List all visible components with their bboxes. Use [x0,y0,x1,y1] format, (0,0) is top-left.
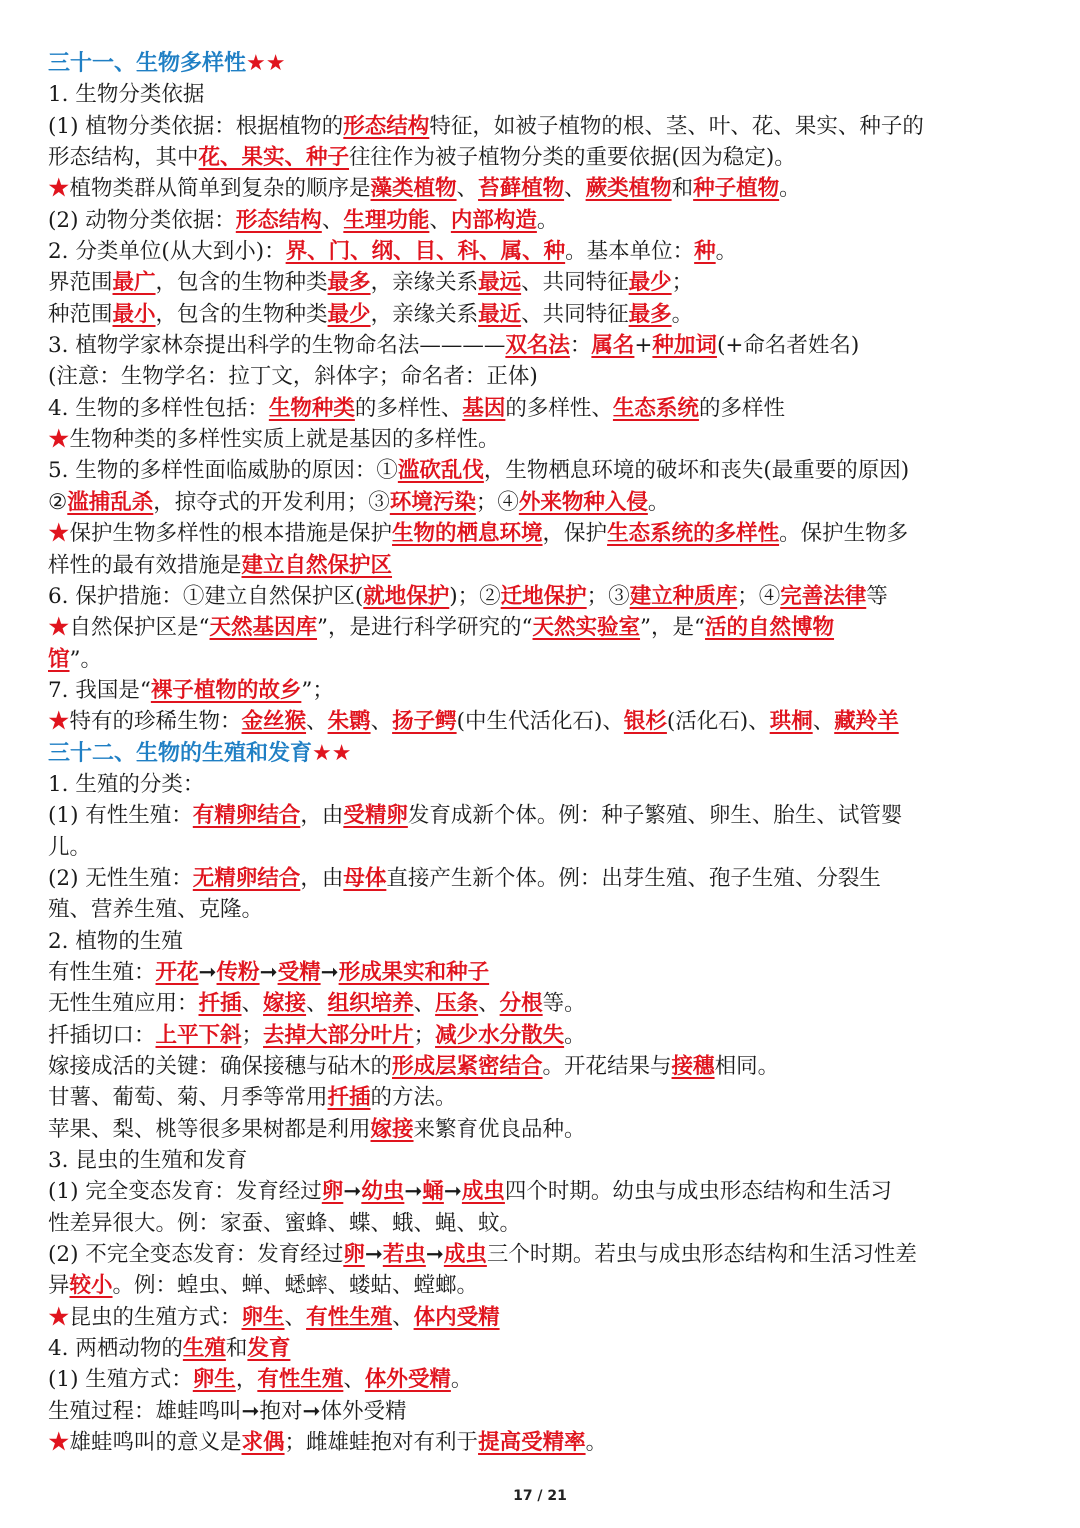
key-term: 受精卵 [343,803,408,829]
key-term: 滥捕乱杀 [67,489,154,515]
text-segment: ”，是“ [640,615,706,641]
text-segment: 、 [306,709,328,735]
text-line [48,1364,1038,1395]
text-line [48,800,1038,831]
text-segment: 形态结构，其中 [48,145,199,171]
text-segment: 。 [647,489,670,515]
key-term: 滥砍乱伐 [397,458,484,484]
key-term: 环境污染 [389,489,476,515]
text-segment: 直接产生新个体。例：出芽生殖、孢子生殖、分裂生 [386,865,881,891]
star-mark: ★ [48,709,70,735]
text-line [48,487,1038,518]
text-segment: ，包含的生物种类 [155,301,328,327]
text-segment: 性差异很大。例：家蚕、蜜蜂、蝶、蛾、蝇、蚊。 [48,1210,522,1236]
key-term: 组织培养 [327,991,414,1017]
text-segment: ② [48,489,68,515]
text-segment: 雄蛙鸣叫的意义是 [69,1430,242,1456]
text-segment: ： [569,333,592,359]
text-segment: (中生代活化石)、 [456,709,624,735]
text-line [48,111,1038,142]
text-segment: 4. 生物的多样性包括： [48,395,269,421]
text-line [48,455,1038,486]
text-segment: 6. 保护措施：①建立自然保护区( [48,583,364,609]
key-term: 接穗 [671,1054,715,1079]
page-number: 17 / 21 [513,1488,567,1504]
key-term: 较小 [69,1273,113,1299]
text-segment: 5. 生物的多样性面临威胁的原因：① [48,458,398,484]
text-segment: 、 [478,991,500,1017]
text-segment: 、 [392,1304,414,1330]
text-line [48,173,1038,204]
text-segment: ； [413,1022,436,1048]
text-line [48,769,1038,800]
key-term: 发育 [247,1336,291,1362]
key-term: 蛹 [422,1179,444,1205]
text-line [48,79,1038,110]
text-segment: 的方法。 [370,1085,457,1111]
key-term: 嫁接 [370,1116,414,1142]
key-term: 减少水分散失 [435,1022,565,1048]
text-segment: 。 [536,207,559,233]
text-segment: 、 [413,991,436,1017]
text-line [48,612,1038,643]
key-term: 幼虫 [361,1179,405,1205]
text-segment: ；④ [475,489,519,515]
text-segment: (活化石)、 [666,709,770,735]
key-term: 分根 [499,991,543,1017]
text-segment: 三十一、生物多样性 [48,51,247,76]
text-segment: ，掠夺式的开发利用；③ [153,489,390,515]
text-segment: 。保护生物多 [779,521,909,547]
text-line [48,988,1038,1019]
text-segment: 。 [450,1367,473,1393]
key-term: 生物的栖息环境 [392,521,543,547]
key-term: 最广 [112,270,156,296]
text-segment: ”，是进行科学研究的“ [317,615,533,641]
key-term: 最少 [628,270,672,296]
key-term: 基因 [462,395,506,421]
text-line [48,1114,1038,1145]
text-segment: 生物种类的多样性实质上就是基因的多样性。 [69,427,500,453]
star-mark: ★ [48,615,70,641]
text-line [48,393,1038,424]
text-segment: 儿。 [48,834,92,860]
text-line [48,299,1038,330]
key-term: 生物种类 [268,395,355,421]
text-segment: 、 [456,176,479,202]
text-segment: 、 [370,709,393,735]
text-segment: ➞ [364,1242,383,1268]
text-line [48,361,1038,392]
key-term: 朱鹮 [327,709,371,735]
key-term: 去掉大部分叶片 [263,1022,414,1048]
text-segment: ； [671,270,694,296]
key-term: 蕨类植物 [585,176,672,202]
text-segment: ，保护 [542,521,608,547]
text-line [48,1270,1038,1301]
key-term: 建立种质库 [629,583,738,609]
text-segment: 殖、营养生殖、克隆。 [48,897,264,923]
key-term: 最近 [478,301,522,327]
key-term: 提高受精率 [478,1430,586,1456]
key-term: 最远 [478,270,522,296]
star-mark: ★ [48,1430,70,1456]
text-segment: 有性生殖： [48,959,156,985]
text-segment: 自然保护区是“ [69,615,210,641]
text-segment: ，包含的生物种类 [155,270,328,296]
text-line [48,330,1038,361]
text-line [48,1082,1038,1113]
key-term: 形成层紧密结合 [392,1054,543,1079]
text-segment: 等 [866,583,888,609]
text-segment: 。基本单位： [565,239,695,265]
key-term: 卵生 [241,1304,285,1330]
text-segment: 3. 昆虫的生殖和发育 [48,1148,248,1174]
text-segment: 三个时期。若虫与成虫形态结构和生活习性差 [486,1242,917,1268]
key-term: 天然实验室 [532,615,641,641]
text-line [48,1396,1038,1427]
key-term: 无精卵结合 [192,865,301,891]
key-term: 体内受精 [413,1304,500,1330]
key-term: 苔藓植物 [478,176,565,202]
key-term: 最多 [628,301,672,327]
text-segment: 。 [564,1022,586,1048]
key-term: 生态系统的多样性 [607,521,780,547]
key-term: 扬子鳄 [392,709,457,735]
text-segment: 三十二、生物的生殖和发育 [48,740,313,766]
key-term: 形成果实和种子 [338,959,490,985]
text-segment: ➞ [259,959,278,985]
text-segment: 3. 植物学家林奈提出科学的生物命名法———— [48,333,506,359]
text-segment: 生殖过程：雄蛙鸣叫➞抱对➞体外受精 [48,1398,407,1424]
key-term: 卵 [343,1242,365,1268]
key-term: 金丝猴 [241,709,307,735]
document-body [48,48,1038,1458]
star-mark: ★ [48,427,70,453]
text-segment: 往往作为被子植物分类的重要依据(因为稳定)。 [349,145,796,171]
text-segment: 、 [343,1367,365,1393]
key-term: 藏羚羊 [834,709,899,735]
key-term: 银杉 [623,709,667,735]
key-term: 裸子植物的故乡 [150,677,302,703]
text-segment: ➞ [320,959,339,985]
text-line [48,142,1038,173]
text-segment: 特有的珍稀生物： [69,709,242,735]
text-segment: 、 [306,991,328,1017]
text-segment: ，亲缘关系 [370,301,479,327]
key-term: 种加词 [652,333,717,359]
text-segment: 界范围 [48,270,113,296]
text-segment: 的多样性、 [354,395,463,421]
text-line [48,894,1038,925]
key-term: 扦插 [198,991,242,1017]
text-line [48,205,1038,236]
key-term: 生理功能 [343,207,430,233]
text-line [48,926,1038,957]
text-line [48,424,1038,455]
key-term: 成虫 [443,1242,487,1268]
key-term: 生态系统 [612,395,699,421]
text-segment: 、共同特征 [521,301,629,327]
text-line [48,675,1038,706]
text-segment: ；③ [586,583,630,609]
key-term: 扦插 [327,1085,371,1111]
key-term: 成虫 [461,1179,505,1205]
text-segment: ，由 [300,803,344,829]
text-line [48,1302,1038,1333]
key-term: 压条 [435,991,479,1017]
text-segment: (2) 动物分类依据： [48,207,236,233]
text-segment: 植物类群从简单到复杂的顺序是 [69,176,371,202]
star-mark: ★ [48,176,70,202]
key-term: 花、果实、种子 [198,145,350,171]
text-segment: ；雌雄蛙抱对有利于 [284,1430,479,1456]
text-segment: (2) 不完全变态发育：发育经过 [48,1242,344,1268]
text-line [48,863,1038,894]
key-term: 最少 [327,301,371,327]
key-term: 开花 [155,959,199,985]
text-segment: 扦插切口： [48,1022,156,1048]
text-segment: 异 [48,1273,70,1299]
text-line [48,1145,1038,1176]
text-segment: 无性生殖应用： [48,991,199,1017]
text-segment: (1) 有性生殖： [48,803,193,829]
text-segment: 和 [671,176,694,202]
star-mark: ★ [48,521,70,547]
key-term: 体外受精 [364,1367,451,1393]
text-segment: ”。 [69,646,103,672]
key-term: 馆 [48,646,70,672]
text-segment: 和 [225,1336,248,1362]
text-line [48,957,1038,988]
key-term: 母体 [343,865,387,891]
text-segment: 、 [564,176,586,202]
text-line [48,236,1038,267]
text-line [48,1427,1038,1458]
text-segment: ，由 [300,865,344,891]
text-line [48,1020,1038,1051]
key-term: 形态结构 [235,207,322,233]
text-line [48,1051,1038,1082]
text-segment: 等。 [542,991,586,1017]
key-term: 最多 [327,270,371,296]
text-line [48,706,1038,737]
text-segment: 、 [429,207,451,233]
text-line [48,832,1038,863]
text-segment: 样性的最有效措施是 [48,552,242,578]
text-segment: 的多样性 [698,395,785,421]
key-term: 嫁接 [263,991,307,1017]
text-segment: 4. 两栖动物的 [48,1336,183,1362]
section-heading [48,48,1038,79]
text-segment: (1) 植物分类依据：根据植物的 [48,113,344,139]
text-segment: 。例：蝗虫、蝉、蟋蟀、蝼蛄、螳螂。 [112,1273,479,1299]
text-segment: ”； [301,677,334,703]
star-mark: ★★ [312,740,352,766]
text-segment: (1) 完全变态发育：发育经过 [48,1179,322,1205]
text-segment: + [634,333,653,359]
text-segment: ；④ [737,583,781,609]
key-term: 界、门、纲、目、科、属、种 [285,239,566,265]
text-segment: 四个时期。幼虫与成虫形态结构和生活习 [504,1179,892,1205]
text-line [48,550,1038,581]
text-segment: 。开花结果与 [542,1054,672,1079]
key-term: 卵生 [192,1367,236,1393]
key-term: 完善法律 [780,583,867,609]
key-term: 求偶 [241,1430,285,1456]
key-term: 双名法 [505,333,570,359]
key-term: 有性生殖 [306,1304,393,1330]
key-term: 卵 [321,1179,344,1205]
key-term: 有精卵结合 [192,803,301,829]
text-segment: ，亲缘关系 [370,270,479,296]
text-segment: ➞ [425,1242,444,1268]
text-line [48,1176,1038,1207]
key-term: 种 [694,239,716,265]
text-segment: 。 [585,1430,608,1456]
star-mark: ★ [48,1304,70,1330]
text-segment: 2. 分类单位(从大到小)： [48,239,286,265]
text-segment: 、 [321,207,344,233]
text-segment: 来繁育优良品种。 [413,1116,586,1142]
section-heading [48,738,1038,769]
text-segment: (1) 生殖方式： [48,1367,193,1393]
text-segment: ➞ [443,1179,462,1205]
text-segment: 。 [779,176,801,202]
text-segment: 种范围 [48,301,113,327]
key-term: 建立自然保护区 [241,552,393,578]
key-term: 生殖 [182,1336,226,1362]
text-segment: 昆虫的生殖方式： [69,1304,242,1330]
text-segment: 嫁接成活的关键：确保接穗与砧木的 [48,1054,393,1079]
key-term: 藻类植物 [370,176,457,202]
text-segment: ，生物栖息环境的破坏和丧失(最重要的原因) [483,458,910,484]
text-segment: 2. 植物的生殖 [48,928,183,954]
text-line [48,1333,1038,1364]
key-term: 迁地保护 [500,583,587,609]
text-line [48,267,1038,298]
text-line [48,644,1038,675]
text-segment: 、 [812,709,835,735]
text-segment: 1. 生殖的分类： [48,771,205,797]
text-segment: 。 [671,301,694,327]
text-segment: (+命名者姓名) [716,333,860,359]
key-term: 种子植物 [693,176,780,202]
text-segment: 7. 我国是“ [48,677,151,703]
key-term: 上平下斜 [155,1022,242,1048]
key-term: 若虫 [382,1242,426,1268]
text-line [48,581,1038,612]
text-segment: 、 [284,1304,307,1330]
text-segment: 1. 生物分类依据 [48,82,205,108]
text-line [48,1239,1038,1270]
key-term: 传粉 [216,959,260,985]
text-segment: ； [241,1022,264,1048]
star-mark: ★★ [246,51,286,76]
text-segment: 发育成新个体。例：种子繁殖、卵生、胎生、试管婴 [407,803,903,829]
key-term: 属名 [591,333,635,359]
text-segment: (2) 无性生殖： [48,865,193,891]
text-segment: 苹果、梨、桃等很多果树都是利用 [48,1116,371,1142]
key-term: 珙桐 [769,709,813,735]
text-segment: 、共同特征 [521,270,629,296]
key-term: 内部构造 [450,207,537,233]
key-term: 形态结构 [343,113,430,139]
text-line [48,518,1038,549]
text-segment: 的多样性、 [505,395,613,421]
key-term: 天然基因库 [209,615,318,641]
text-segment: 相同。 [714,1054,780,1079]
text-segment: ➞ [343,1179,362,1205]
key-term: 外来物种入侵 [518,489,648,515]
text-segment: )；② [449,583,501,609]
text-segment: 、 [241,991,264,1017]
text-segment: 甘薯、葡萄、菊、月季等常用 [48,1085,328,1111]
text-segment: 。 [715,239,738,265]
key-term: 有性生殖 [257,1367,344,1393]
text-segment: ， [235,1367,258,1393]
key-term: 受精 [277,959,321,985]
key-term: 就地保护 [363,583,450,609]
text-segment: 保护生物多样性的根本措施是保护 [69,521,393,547]
text-segment: (注意：生物学名：拉丁文，斜体字；命名者：正体) [48,364,538,390]
key-term: 最小 [112,301,156,327]
text-segment: 特征，如被子植物的根、茎、叶、花、果实、种子的 [429,113,924,139]
text-segment: ➞ [198,959,217,985]
text-segment: ➞ [404,1179,423,1205]
text-line [48,1208,1038,1239]
key-term: 活的自然博物 [705,615,835,641]
